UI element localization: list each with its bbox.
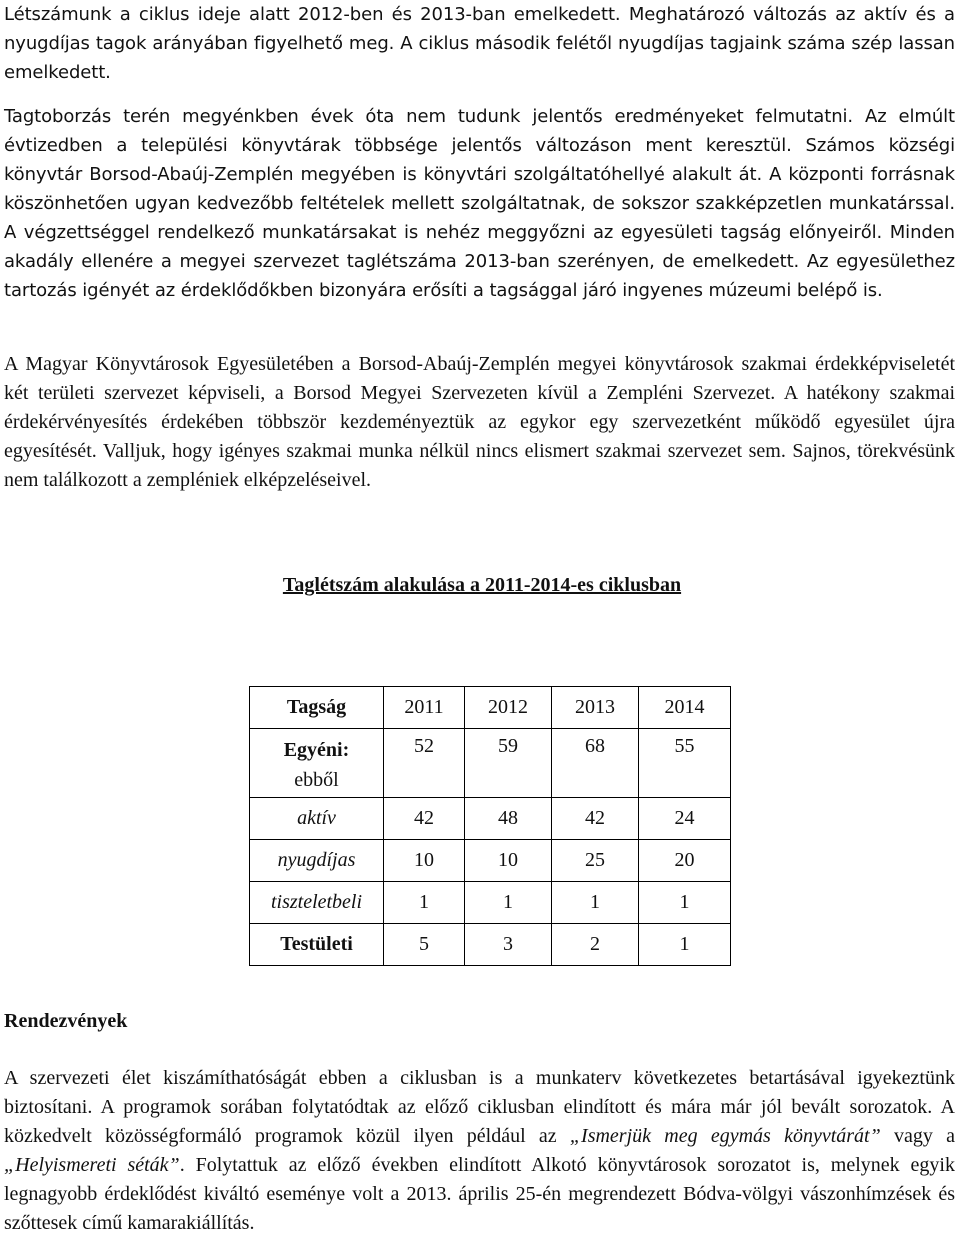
value-cell: 3 xyxy=(465,924,552,966)
paragraph-membership: Létszámunk a ciklus ideje alatt 2012-ben és 2013-ban emelkedett. Meghatározó változás az aktív és a nyugdíjas tagok arányában figyelhető meg. A ciklus második felétől nyugdíjas tagjaink száma szép lassan emelkedett. xyxy=(4,4,955,83)
header-cell: Tagság xyxy=(250,687,384,729)
paragraph-recruitment: Tagtoborzás terén megyénkben évek óta nem tudunk jelentős eredményeket felmutatni. Az elmúlt évtizedben a települési könyvtárak többsége jelentős változáson ment keresztül. Számos községi könyvtár Borsod-Abaúj-Zemplén megyében is könyvtári szolgáltatóhellyé alakult át. A központi forrásnak köszönhetően ugyan kedvezőbb feltételek mellett szolgáltatnak, de sokszor szakképzetlen munkatárssal. A végzettséggel rendelkező munkatársakat is nehéz meggyőzni az egyesületi tagság előnyeiről. Minden akadály ellenére a megyei szervezet taglétszáma 2013-ban szerényen, de emelkedett. Az egyesülethez tartozás igényét az érdeklődőkben bizonyára erősíti a tagsággal járó ingyenes múzeumi belépő is. xyxy=(4,106,955,301)
egyeni-label: Egyéni: xyxy=(283,739,350,761)
value-cell: 42 xyxy=(552,798,639,840)
value-cell: 5 xyxy=(384,924,465,966)
membership-table xyxy=(249,686,731,966)
table-row xyxy=(250,882,731,924)
value-cell: 1 xyxy=(384,882,465,924)
value-cell: 48 xyxy=(465,798,552,840)
table-row xyxy=(250,798,731,840)
value-cell: 1 xyxy=(639,924,731,966)
section-heading: Rendezvények xyxy=(4,1010,128,1032)
value-cell: 42 xyxy=(384,798,465,840)
value-cell: 1 xyxy=(639,882,731,924)
paragraph-representation: A Magyar Könyvtárosok Egyesületében a Borsod-Abaúj-Zemplén megyei könyvtárosok szakmai érdekképviseletét két területi szervezet képviseli, a Borsod Megyei Szervezeten kívül a Zempléni Szervezet. A hatékony szakmai érdekérvényesítés érdekében többször kezdeményeztük az egykor egy szervezetként működő egyesület újra egyesítését. Valljuk, hogy igényes szakmai munka nélkül nincs elismert szakmai szervezet sem. Sajnos, törekvésünk nem találkozott a zempléniek elképzeléseivel. xyxy=(4,353,955,491)
program-title: „Ismerjük meg egymás könyvtárát” xyxy=(569,1125,881,1147)
value-cell: 1 xyxy=(465,882,552,924)
table-header-row xyxy=(250,687,731,729)
value-cell: 10 xyxy=(384,840,465,882)
header-cell: 2013 xyxy=(552,687,639,729)
row-label-cell: tiszteletbeli xyxy=(250,882,384,924)
row-label-cell: nyugdíjas xyxy=(250,840,384,882)
value-cell: 55 xyxy=(639,729,731,798)
table-title: Taglétszám alakulása a 2011-2014-es ciklusban xyxy=(282,574,682,596)
events-text: vagy a xyxy=(880,1125,955,1147)
value-cell: 59 xyxy=(465,729,552,798)
egyeni-sublabel: ebből xyxy=(294,769,339,791)
row-label-cell xyxy=(250,729,384,798)
value-cell: 68 xyxy=(552,729,639,798)
table-row xyxy=(250,840,731,882)
header-cell: 2012 xyxy=(465,687,552,729)
header-cell: 2011 xyxy=(384,687,465,729)
paragraph-events xyxy=(4,1064,955,1238)
table-row xyxy=(250,729,731,798)
value-cell: 2 xyxy=(552,924,639,966)
events-text: A szervezeti élet kiszámíthatóságát ebben a ciklusban is a munkaterv következetes betartásával igyekeztünk biztosítani. A programok sorában folytatódtak az előző ciklusban elindított és mára már jól bevált sorozatok. A közkedvelt közösségformáló programok közül ilyen például az xyxy=(4,1067,955,1147)
value-cell: 52 xyxy=(384,729,465,798)
header-cell: 2014 xyxy=(639,687,731,729)
program-title: „Helyismereti séták” xyxy=(4,1154,180,1176)
events-text: . Folytattuk az előző években elindított Alkotó könyvtárosok sorozatot is, melynek egyik legnagyobb érdeklődést kiváltó eseménye volt a 2013. április 25-én megrendezett Bódva-völgyi vászonhímzések és szőttesek című kamarakiállítás. xyxy=(4,1154,955,1234)
row-label-cell: aktív xyxy=(250,798,384,840)
row-label-cell: Testületi xyxy=(250,924,384,966)
value-cell: 1 xyxy=(552,882,639,924)
table-row xyxy=(250,924,731,966)
value-cell: 25 xyxy=(552,840,639,882)
value-cell: 20 xyxy=(639,840,731,882)
value-cell: 10 xyxy=(465,840,552,882)
value-cell: 24 xyxy=(639,798,731,840)
